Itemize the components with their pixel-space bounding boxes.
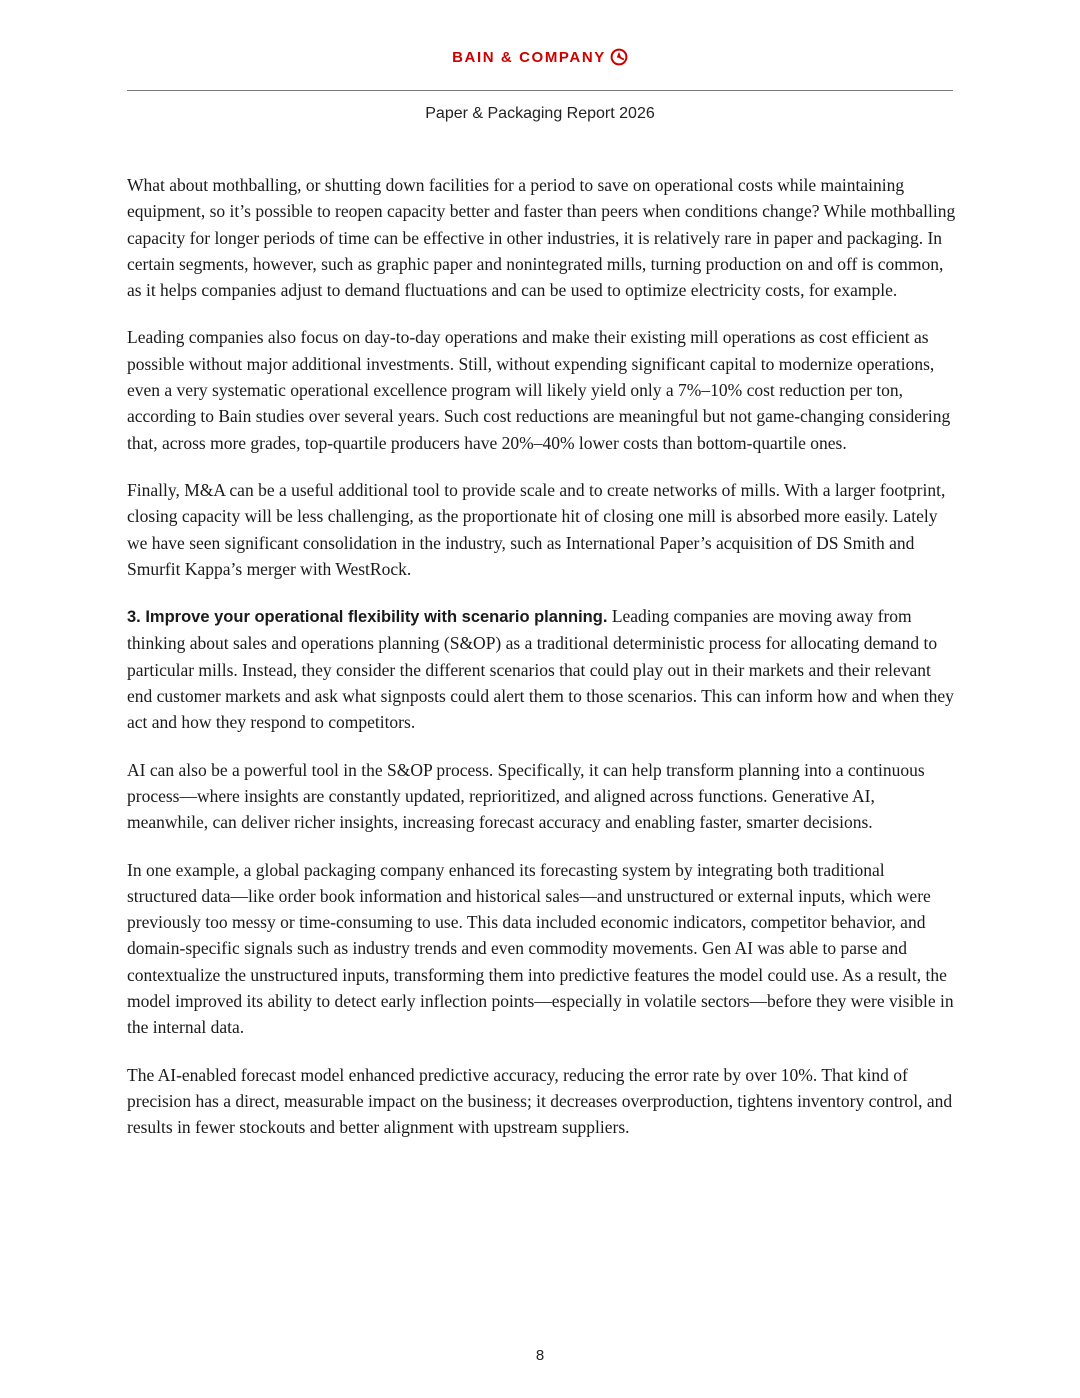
section-heading: 3. Improve your operational flexibility with scenario planning. xyxy=(127,608,608,627)
bain-logo-icon xyxy=(610,48,628,66)
report-title: Paper & Packaging Report 2026 xyxy=(425,105,655,122)
brand-name: BAIN & COMPANY xyxy=(452,49,606,66)
paragraph-scenario-text: Leading companies are moving away from thinking about sales and operations planning (S&OP) as a traditional deterministic process for allocating demand to particular mills. Instead, they consider the different scenarios that could play out in their markets and their relevant end customer markets and ask what signposts could alert them to those scenarios. This can inform how and when they act and how they respond to competitors. xyxy=(127,606,954,733)
paragraph-ai-sop: AI can also be a powerful tool in the S&OP process. Specifically, it can help transform planning into a continuous process—where insights are constantly updated, reprioritized, and aligned across functions. Generative AI, meanwhile, can deliver richer insights, increasing forecast accuracy and enabling faster, smarter decisions. xyxy=(127,759,925,833)
article-body xyxy=(127,172,957,1162)
paragraph-forecast-results: The AI-enabled forecast model enhanced predictive accuracy, reducing the error rate by over 10%. That kind of precision has a direct, measurable impact on the business; it decreases overproduction, tightens inventory control, and results in fewer stockouts and better alignment with upstream suppliers. xyxy=(127,1064,953,1138)
paragraph-operations: Leading companies also focus on day-to-day operations and make their existing mill operations as cost efficient as possible without major additional investments. Still, without expending significant capital to modernize operations, even a very systematic operational excellence program will likely yield only a 7%–10% cost reduction per ton, according to Bain studies over several years. Such cost reductions are meaningful but not game-changing considering that, across more grades, top-quartile producers have 20%–40% lower costs than bottom-quartile ones. xyxy=(127,327,951,453)
paragraph-mergers: Finally, M&A can be a useful additional tool to provide scale and to create networks of mills. With a larger footprint, closing capacity will be less challenging, as the proportionate hit of closing one mill is absorbed more easily. Lately we have seen significant consolidation in the industry, such as International Paper’s acquisition of DS Smith and Smurfit Kappa’s merger with WestRock. xyxy=(127,479,946,579)
paragraph-example: In one example, a global packaging company enhanced its forecasting system by integrating both traditional structured data—like order book information and historical sales—and unstructured or external inputs, which were previously too messy or time-consuming to use. This data included economic indicators, competitor behavior, and domain-specific signals such as industry trends and even commodity movements. Gen AI was able to parse and contextualize the unstructured inputs, transforming them into predictive features the model could use. As a result, the model improved its ability to detect early inflection points—especially in volatile sectors—before they were visible in the internal data. xyxy=(127,859,954,1038)
paragraph-mothballing: What about mothballing, or shutting down facilities for a period to save on operational costs while maintaining equipment, so it’s possible to reopen capacity better and faster than peers when conditions change? While mothballing capacity for longer periods of time can be effective in other industries, it is relatively rare in paper and packaging. In certain segments, however, such as graphic paper and nonintegrated mills, turning production on and off is common, as it helps companies adjust to demand fluctuations and can be used to optimize electricity costs, for example. xyxy=(127,175,956,301)
page-header xyxy=(127,44,953,91)
brand-logo xyxy=(127,48,953,68)
page-number: 8 xyxy=(535,1347,545,1364)
paragraph-scenario-planning xyxy=(127,603,957,735)
